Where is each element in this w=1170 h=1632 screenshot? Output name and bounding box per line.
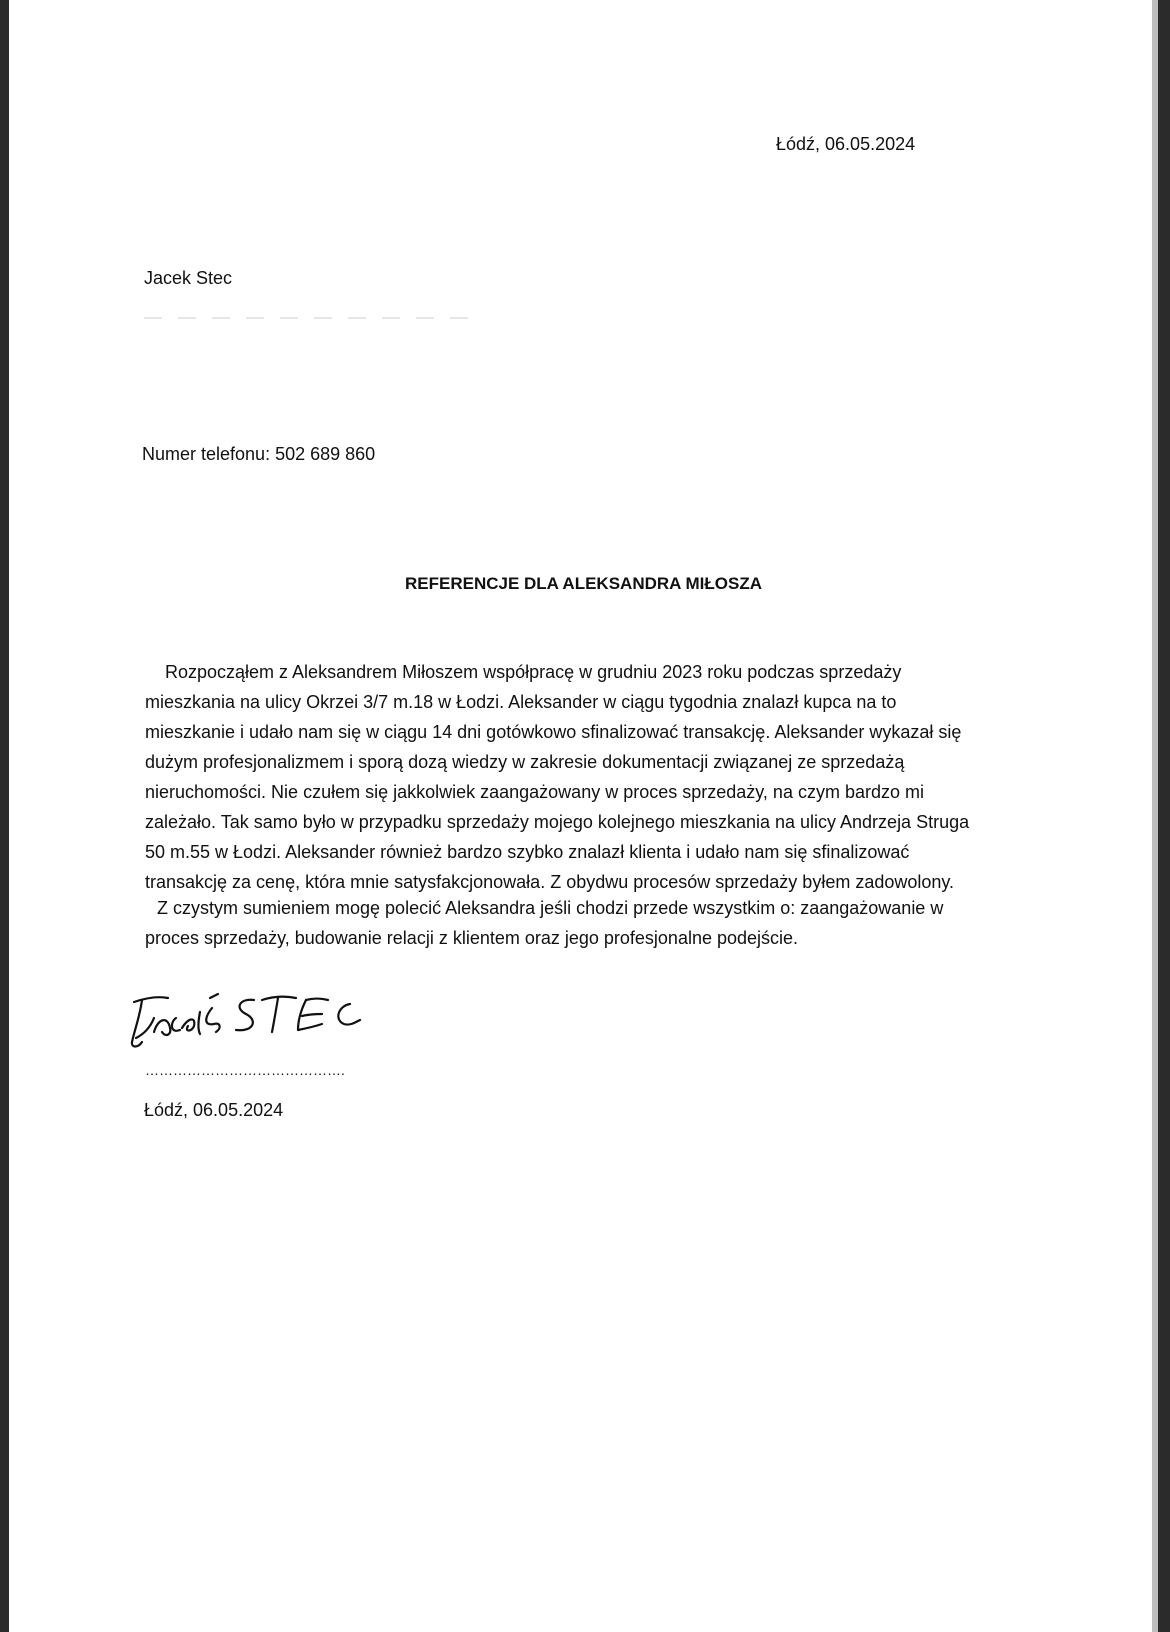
- phone-number: Numer telefonu: 502 689 860: [142, 444, 376, 464]
- date-bottom: Łódź, 06.05.2024: [144, 1100, 284, 1120]
- handwritten-signature: [124, 988, 394, 1058]
- paragraph-line: zależało. Tak samo było w przypadku sprzedaży mojego kolejnego mieszkania na ulicy Andrzeja Struga: [145, 812, 970, 832]
- date-top: Łódź, 06.05.2024: [776, 134, 916, 154]
- paragraph-line: Z czystym sumieniem mogę polecić Aleksandra jeśli chodzi przede wszystkim o: zaangażowanie w: [157, 898, 944, 918]
- document-title: REFERENCJE DLA ALEKSANDRA MIŁOSZA: [405, 574, 763, 593]
- paragraph-line: mieszkanie i udało nam się w ciągu 14 dni gotówkowo sfinalizować transakcję. Aleksander wykazał się: [145, 722, 962, 742]
- paragraph-line: transakcję za cenę, która mnie satysfakcjonowała. Z obydwu procesów sprzedaży byłem zadowolony.: [145, 872, 955, 892]
- scan-left-edge: [0, 0, 9, 1632]
- sender-name: Jacek Stec: [144, 268, 233, 288]
- paragraph-line: proces sprzedaży, budowanie relacji z klientem oraz jego profesjonalne podejście.: [145, 928, 799, 948]
- paragraph-line: 50 m.55 w Łodzi. Aleksander również bardzo szybko znalazł klienta i udało nam się sfinalizować: [145, 842, 910, 862]
- paragraph-line: Rozpocząłem z Aleksandrem Miłoszem współpracę w grudniu 2023 roku podczas sprzedaży: [165, 662, 902, 682]
- scan-right-edge: [1158, 0, 1170, 1632]
- paragraph-2: [145, 893, 1025, 953]
- paragraph-line: dużym profesjonalizmem i sporą dozą wiedzy w zakresie dokumentacji związanej ze sprzedażą: [145, 752, 905, 772]
- paragraph-1: [145, 657, 1025, 897]
- paragraph-line: nieruchomości. Nie czułem się jakkolwiek zaangażowany w proces sprzedaży, na czym bardzo mi: [145, 782, 924, 802]
- paragraph-line: mieszkania na ulicy Okrzei 3/7 m.18 w Łodzi. Aleksander w ciągu tygodnia znalazł kupca na to: [145, 692, 897, 712]
- redacted-address: [144, 317, 484, 319]
- signature-line: …………………………………….: [145, 1062, 345, 1078]
